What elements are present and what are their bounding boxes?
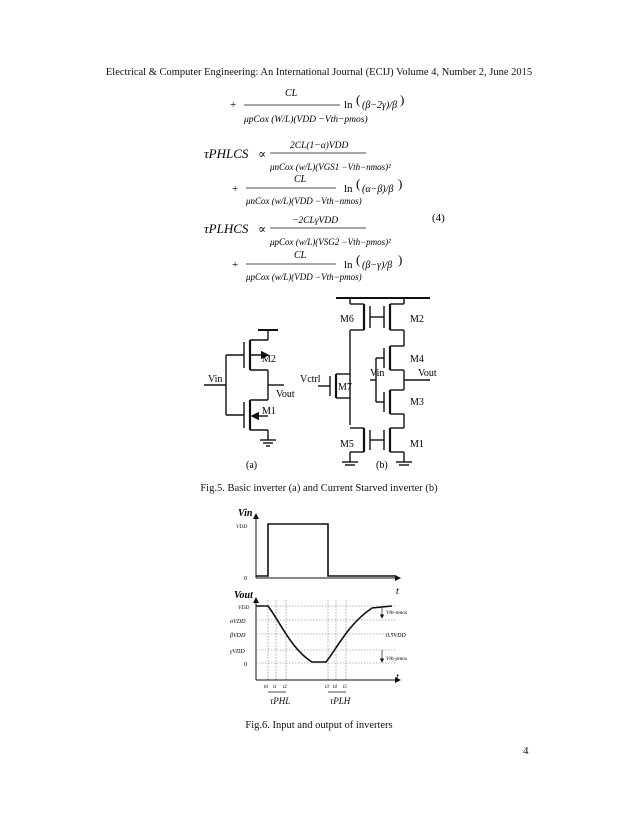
- ln-paren-open: (: [356, 176, 361, 191]
- eq-tau-phlcs: [204, 140, 402, 206]
- basic-inverter-circuit: [204, 330, 284, 446]
- vctrl-label: Vctrl: [300, 374, 321, 385]
- t5-tick: t5: [343, 685, 347, 690]
- half-vdd-label: 0.5VDD: [386, 633, 406, 639]
- tau-plhcs-label: τPLHCS: [204, 221, 249, 236]
- frac-denominator: μnCox (w/L)(VDD −Vth−nmos): [246, 196, 362, 206]
- proportional-sign: ∝: [258, 222, 267, 236]
- page-number: 4: [523, 745, 529, 757]
- ln-paren-open: (: [356, 252, 361, 267]
- ln-paren-open: (: [356, 92, 361, 107]
- gamma-vdd-tick: γVDD: [230, 649, 245, 655]
- t3-tick: t3: [325, 685, 329, 690]
- ln-argument: (α−β)/β: [362, 184, 394, 195]
- ln-paren-close: ): [400, 92, 405, 107]
- ln-operator: ln: [344, 99, 353, 111]
- label-b: (b): [376, 460, 388, 471]
- eq-top-term: [230, 88, 404, 125]
- ln-argument: (β−γ)/β: [362, 260, 393, 271]
- tau-phl-label: τPHL: [270, 696, 291, 706]
- ln-paren-close: ): [398, 176, 403, 191]
- frac-numerator: −2CLγVDD: [292, 216, 339, 226]
- ln-operator: ln: [344, 259, 353, 271]
- frac-numerator: CL: [285, 88, 298, 99]
- running-header: Electrical & Computer Engineering: An International Journal (ECIJ) Volume 4, Number 2, June 2015: [105, 67, 533, 78]
- vout-axis-label: Vout: [234, 590, 253, 601]
- beta-vdd-tick: βVDD: [230, 633, 246, 639]
- equation-number: (4): [432, 212, 445, 224]
- plus-sign: +: [230, 99, 237, 111]
- plus-sign: +: [232, 183, 239, 195]
- frac-denominator: μpCox (w/L)(VDD −Vth−pmos): [246, 272, 362, 282]
- vdd-out-tick: VDD: [238, 605, 250, 611]
- label-a: (a): [246, 460, 258, 471]
- vin-b-label: Vin: [370, 368, 385, 379]
- ln-paren-close: ): [398, 252, 403, 267]
- t-label-in: t: [396, 586, 399, 597]
- eq-tau-plhcs: [204, 212, 445, 282]
- guide-lines: [256, 600, 396, 680]
- vout-label: Vout: [276, 389, 295, 400]
- t4-tick: t4: [333, 685, 337, 690]
- m7-label: M7: [338, 382, 352, 393]
- m5-label: M5: [340, 439, 354, 450]
- fig5-caption: Fig.5. Basic inverter (a) and Current Starved inverter (b): [200, 483, 438, 494]
- vin-pulse: [256, 524, 396, 576]
- vin-axis-label: Vin: [238, 508, 253, 519]
- vin-label: Vin: [208, 374, 223, 385]
- frac-denominator: μnCox (w/L)(VGS1 −Vth−nmos)²: [270, 162, 391, 172]
- m2b-label: M2: [410, 314, 424, 325]
- tau-phlcs-label: τPHLCS: [204, 146, 249, 161]
- frac-numerator: CL: [294, 250, 307, 261]
- m6-label: M6: [340, 314, 354, 325]
- ln-argument: (β−2γ)/β: [362, 100, 398, 111]
- vth-nmos-label: Vth-nmos: [386, 610, 408, 616]
- t0-tick: t0: [264, 685, 268, 690]
- proportional-sign: ∝: [258, 147, 267, 161]
- m2-label: M2: [262, 354, 276, 365]
- frac-denominator: μpCox (w/L)(VSG2 −Vth−pmos)²: [270, 237, 391, 247]
- plus-sign: +: [232, 259, 239, 271]
- zero-in-tick: 0: [244, 575, 248, 582]
- tau-plh-label: τPLH: [330, 696, 351, 706]
- frac-denominator: μpCox (W/L)(VDD −Vth−pmos): [244, 115, 368, 125]
- vout-curve: [256, 606, 392, 662]
- t2-tick: t2: [283, 685, 287, 690]
- fig6-caption: Fig.6. Input and output of inverters: [245, 720, 393, 731]
- equation-4: [0, 0, 638, 310]
- ln-operator: ln: [344, 183, 353, 195]
- vth-pmos-label: Vth-pmos: [386, 656, 408, 662]
- frac-numerator: CL: [294, 174, 307, 185]
- fig6-timing-diagram: [0, 500, 638, 715]
- frac-numerator: 2CL(1−α)VDD: [290, 141, 349, 151]
- t-label-out: t: [396, 672, 399, 683]
- m4-label: M4: [410, 354, 424, 365]
- m1-label: M1: [262, 406, 276, 417]
- alpha-vdd-tick: αVDD: [230, 619, 246, 625]
- t1-tick: t1: [273, 685, 277, 690]
- m3-label: M3: [410, 397, 424, 408]
- fig5-circuits: [0, 290, 638, 490]
- zero-out-tick: 0: [244, 661, 248, 668]
- vdd-in-tick: VDD: [236, 524, 248, 530]
- vout-b-label: Vout: [418, 368, 437, 379]
- m1b-label: M1: [410, 439, 424, 450]
